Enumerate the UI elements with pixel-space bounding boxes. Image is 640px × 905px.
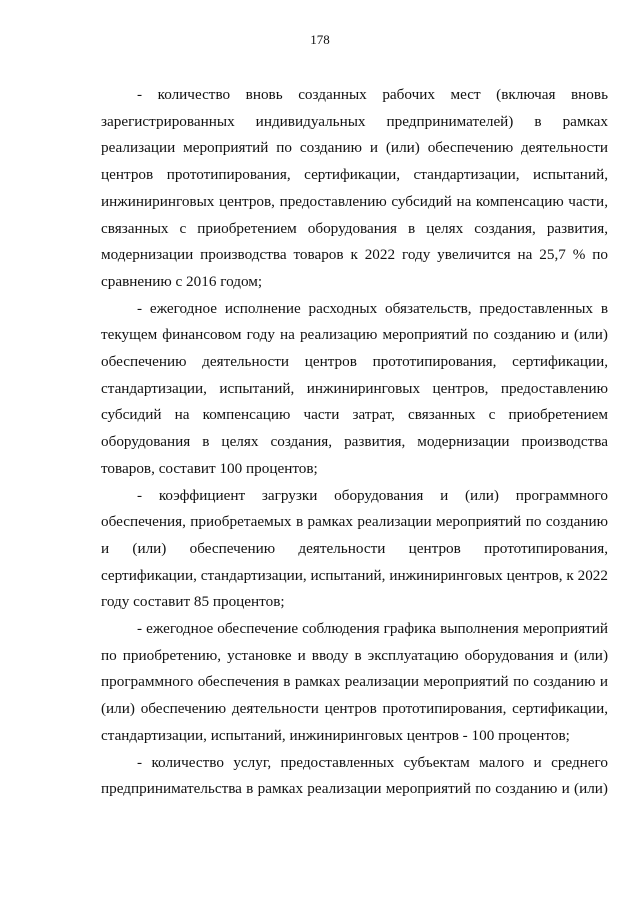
text-line: зарегистрированных индивидуальных предпринимателей) в рамках [101,112,608,130]
text-line: предпринимательства в рамках реализации мероприятий по созданию и (или) [101,780,608,798]
text-line: обеспечению деятельности центров прототипирования, сертификации, [101,353,608,371]
text-line: модернизации производства товаров к 2022 году увеличится на 25,7 % по [101,246,608,264]
text-line: субсидий на компенсацию части затрат, связанных с приобретением [101,406,608,424]
page-number: 178 [310,32,330,47]
text-line: - количество услуг, предоставленных субъектам малого и среднего [137,753,608,771]
text-line: - коэффициент загрузки оборудования и (или) программного [137,486,608,504]
paragraph [101,616,608,750]
text-line: обеспечения, приобретаемых в рамках реализации мероприятий по созданию [101,513,608,531]
text-line: по приобретению, установке и вводу в эксплуатацию оборудования и (или) [101,646,608,664]
text-line: товаров, составит 100 процентов; [101,459,318,477]
text-line: сравнению с 2016 годом; [101,272,263,290]
paragraph [101,750,608,803]
paragraph [101,296,608,483]
text-line: центров прототипирования, сертификации, стандартизации, испытаний, [101,166,608,184]
text-line: и (или) обеспечению деятельности центров прототипирования, [101,539,608,557]
text-line: сертификации, стандартизации, испытаний, инжиниринговых центров, к 2022 [101,566,608,584]
document-body [101,82,608,803]
text-line: текущем финансовом году на реализацию мероприятий по созданию и (или) [101,326,608,344]
text-line: году составит 85 процентов; [101,593,285,611]
text-line: (или) обеспечению деятельности центров прототипирования, сертификации, [101,700,608,718]
text-line: оборудования в целях создания, развития, модернизации производства [101,433,608,451]
text-line: стандартизации, испытаний, инжиниринговых центров - 100 процентов; [101,726,570,744]
paragraph [101,82,608,296]
text-line: связанных с приобретением оборудования в целях создания, развития, [101,219,608,237]
text-line: - ежегодное обеспечение соблюдения графика выполнения мероприятий [137,620,608,638]
text-line: программного обеспечения в рамках реализации мероприятий по созданию и [101,673,608,691]
text-line: инжиниринговых центров, предоставлению субсидий на компенсацию части, [101,192,608,210]
paragraph [101,483,608,617]
text-line: - ежегодное исполнение расходных обязательств, предоставленных в [137,299,608,317]
text-line: - количество вновь созданных рабочих мест (включая вновь [137,86,608,103]
text-line: реализации мероприятий по созданию и (или) обеспечению деятельности [101,139,608,157]
text-line: стандартизации, испытаний, инжиниринговых центров, предоставлению [101,379,608,397]
